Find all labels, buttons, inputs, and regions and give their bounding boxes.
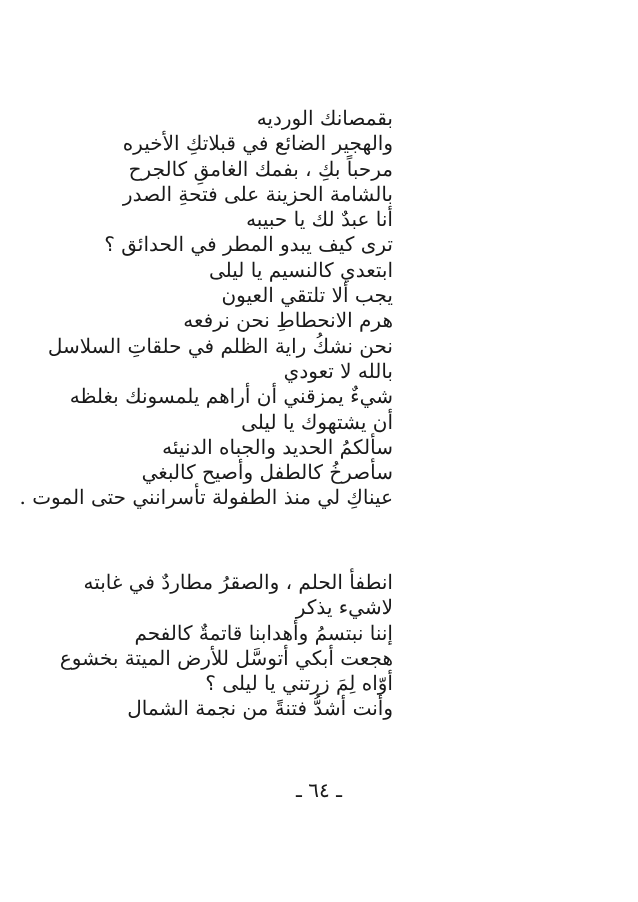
poem-line: يجب ألا تلتقي العيون [221, 283, 393, 308]
poem-line: هجعت أبكي أتوسَّل للأرض الميتة بخشوع [59, 645, 393, 670]
poem-line: مرحباً بكِ ، بفمك الغامقِ كالجرح [128, 156, 393, 181]
poem-line: وأنت أشدُّ فتنةً من نجمة الشمال [127, 696, 393, 721]
poem-line: سأصرخُ كالطفل وأصيح كالبغي [141, 460, 393, 485]
poem-line: أوّاه لِمَ زرتني يا ليلى ؟ [205, 671, 393, 696]
poem-line: بقمصانك الورديه [256, 106, 393, 130]
poem-line: هرم الانحطاطِ نحن نرفعه [183, 308, 393, 333]
poem-line: أنا عبدٌ لك يا حبيبه [246, 207, 393, 232]
poem-stanza-1 [20, 106, 394, 511]
poem-line: ابتعدي كالنسيم يا ليلى [208, 257, 393, 282]
poem-line: شيءٌ يمزقني أن أراهم يلمسونك بغلظه [69, 384, 393, 409]
poem-line: إننا نبتسمُ وأهدابنا قاتمةٌ كالفحم [134, 620, 393, 645]
poem-line: والهجير الضائع في قبلاتكِ الأخيره [122, 131, 393, 156]
poem-line: سألكمُ الحديد والجباه الدنيئه [162, 434, 393, 459]
poem-line: نحن نشكُ راية الظلم في حلقاتِ السلاسل [47, 333, 393, 358]
poem-line: عيناكِ لي منذ الطفولة تأسرانني حتى الموت . [19, 485, 393, 510]
poem-line: انطفأ الحلم ، والصقرُ مطاردٌ في غابته [83, 570, 393, 594]
poem-line: لاشيء يذكر [295, 595, 393, 620]
poem-line: ترى كيف يبدو المطر في الحدائق ؟ [104, 232, 393, 257]
poem-stanza-2 [60, 570, 393, 722]
page-number: ـ ٦٤ ـ [296, 778, 342, 802]
poem-line: بالشامة الحزينة على فتحةِ الصدر [122, 181, 393, 206]
poem-line: أن يشتهوك يا ليلى [241, 409, 393, 434]
poem-line: بالله لا تعودي [283, 358, 393, 383]
